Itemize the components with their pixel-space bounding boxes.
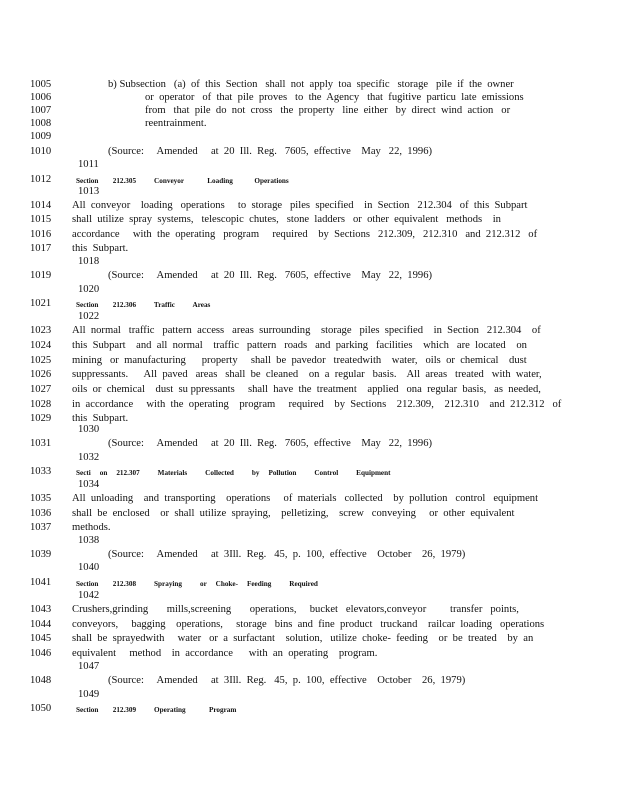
line-text: in accordance with the operating program required by Sections 212.309, 212.310 and 212.312 of (72, 399, 562, 410)
line-number: 1019 (30, 270, 52, 281)
line-number: 1005 (30, 79, 52, 90)
line-number: 1016 (30, 229, 52, 240)
line-number: 1041 (30, 577, 52, 588)
line-number: 1035 (30, 493, 52, 504)
line-text: b) Subsection (a) of this Section shall not apply toa specific storage pile if the owner (108, 79, 514, 90)
line-number: 1050 (30, 703, 52, 714)
line-text: methods. (72, 522, 111, 533)
line-text: 1022 (78, 311, 100, 322)
line-text: shall be sprayedwith water or a surfactant solution, utilize choke- feeding or be treated by an (72, 633, 534, 644)
line-text: (Source: Amended at 3Ill. Reg. 45, p. 100, effective October 26, 1979) (108, 549, 466, 560)
line-text: 1013 (78, 186, 100, 197)
line-number: 1027 (30, 384, 52, 395)
line-text: 1018 (78, 256, 100, 267)
line-number: 1006 (30, 92, 52, 103)
section-heading: Section 212.309 Operating Program (76, 706, 237, 714)
line-text: 1032 (78, 452, 100, 463)
line-text: 1034 (78, 479, 100, 490)
line-number: 1014 (30, 200, 52, 211)
line-number: 1024 (30, 340, 52, 351)
line-number: 1017 (30, 243, 52, 254)
line-text: All unloading and transporting operations of materials collected by pollution control equipment (72, 493, 539, 504)
line-number: 1033 (30, 466, 52, 477)
line-text: conveyors, bagging operations, storage bins and fine product truckand railcar loading operations (72, 619, 545, 630)
section-heading: Section 212.306 Traffic Areas (76, 301, 211, 309)
line-number: 1039 (30, 549, 52, 560)
line-number: 1045 (30, 633, 52, 644)
line-text: accordance with the operating program required by Sections 212.309, 212.310 and 212.312 of (72, 229, 538, 240)
line-text: 1049 (78, 689, 100, 700)
line-number: 1037 (30, 522, 52, 533)
line-text: reentrainment. (145, 118, 207, 129)
line-number: 1010 (30, 146, 52, 157)
line-text: 1011 (78, 159, 99, 170)
line-number: 1044 (30, 619, 52, 630)
line-number: 1007 (30, 105, 52, 116)
line-text: All normal traffic pattern access areas surrounding storage piles specified in Section 212.304 of (72, 325, 541, 336)
section-heading: Secti on 212.307 Materials Collected by Pollution Control Equipment (76, 469, 391, 477)
line-text: this Subpart. (72, 413, 129, 424)
line-text: All conveyor loading operations to storage piles specified in Section 212.304 of this Subpart (72, 200, 528, 211)
line-number: 1025 (30, 355, 52, 366)
line-number: 1028 (30, 399, 52, 410)
line-text: this Subpart. (72, 243, 129, 254)
line-text: 1047 (78, 661, 100, 672)
line-number: 1009 (30, 131, 52, 142)
line-text: this Subpart and all normal traffic pattern roads and parking facilities which are located on (72, 340, 527, 351)
line-number: 1015 (30, 214, 52, 225)
line-text: 1040 (78, 562, 100, 573)
line-text: (Source: Amended at 20 Ill. Reg. 7605, effective May 22, 1996) (108, 270, 433, 281)
line-text: 1030 (78, 424, 100, 435)
section-heading: Section 212.305 Conveyor Loading Operations (76, 177, 289, 185)
line-number: 1012 (30, 174, 52, 185)
line-text: mining or manufacturing property shall be pavedor treatedwith water, oils or chemical dust (72, 355, 527, 366)
line-text: (Source: Amended at 20 Ill. Reg. 7605, effective May 22, 1996) (108, 438, 433, 449)
line-text: from that pile do not cross the property line either by direct wind action or (145, 105, 511, 116)
line-text: (Source: Amended at 3Ill. Reg. 45, p. 100, effective October 26, 1979) (108, 675, 466, 686)
line-number: 1048 (30, 675, 52, 686)
line-text: shall utilize spray systems, telescopic chutes, stone ladders or other equivalent methods in (72, 214, 501, 225)
line-number: 1043 (30, 604, 52, 615)
line-text: 1020 (78, 284, 100, 295)
line-text: shall be enclosed or shall utilize spraying, pelletizing, screw conveying or other equivalent (72, 508, 515, 519)
line-number: 1036 (30, 508, 52, 519)
section-heading: Section 212.308 Spraying or Choke- Feeding Required (76, 580, 318, 588)
line-number: 1046 (30, 648, 52, 659)
line-number: 1026 (30, 369, 52, 380)
line-number: 1008 (30, 118, 52, 129)
line-text: equivalent method in accordance with an operating program. (72, 648, 378, 659)
line-number: 1029 (30, 413, 52, 424)
line-text: 1038 (78, 535, 100, 546)
line-text: Crushers,grinding mills,screening operations, bucket elevators,conveyor transfer points, (72, 604, 519, 615)
line-number: 1023 (30, 325, 52, 336)
line-number: 1031 (30, 438, 52, 449)
line-text: oils or chemical dust su ppressants shall have the treatment applied ona regular basis, as needed, (72, 384, 541, 395)
line-text: or operator of that pile proves to the Agency that fugitive particu late emissions (145, 92, 524, 103)
line-number: 1021 (30, 298, 52, 309)
line-text: suppressants. All paved areas shall be cleaned on a regular basis. All areas treated with water, (72, 369, 542, 380)
line-text: 1042 (78, 590, 100, 601)
line-text: (Source: Amended at 20 Ill. Reg. 7605, effective May 22, 1996) (108, 146, 433, 157)
